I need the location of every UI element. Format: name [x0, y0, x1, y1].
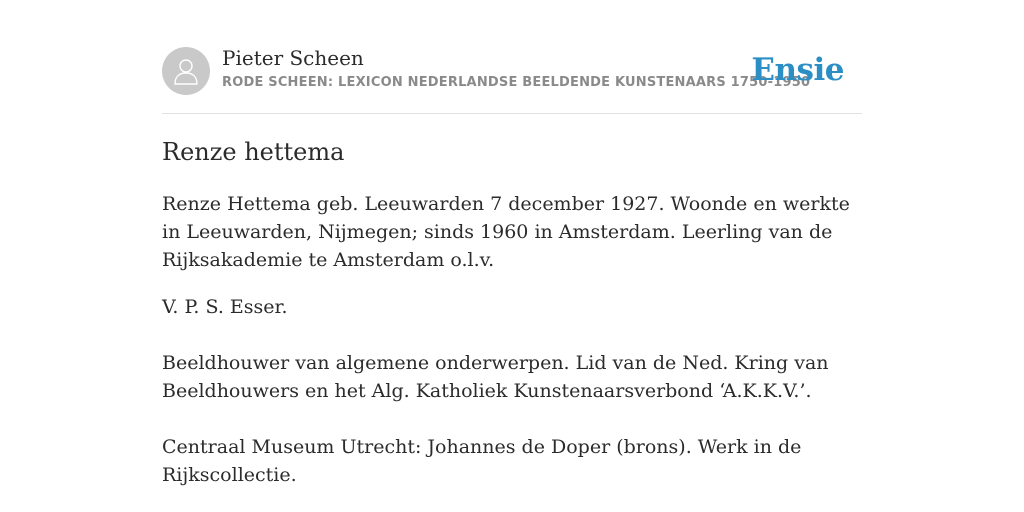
article-body	[162, 190, 862, 489]
source-title[interactable]: RODE SCHEEN: LEXICON NEDERLANDSE BEELDENDE KUNSTENAARS 1750-1950	[222, 75, 811, 90]
author-header	[162, 46, 862, 96]
avatar[interactable]	[162, 47, 210, 95]
paragraph: Centraal Museum Utrecht: Johannes de Doper (brons). Werk in de Rijkscollectie.	[162, 436, 802, 486]
header-divider	[162, 113, 862, 114]
paragraph: V. P. S. Esser.	[162, 296, 288, 318]
author-name[interactable]: Pieter Scheen	[222, 46, 364, 70]
user-icon	[173, 57, 199, 85]
paragraph: Beeldhouwer van algemene onderwerpen. Lid van de Ned. Kring van Beeldhouwers en het Alg. Katholiek Kunstenaarsverbond ‘A.K.K.V.’.	[162, 352, 829, 402]
page-title: Renze hettema	[162, 138, 345, 166]
page	[162, 0, 862, 512]
ensie-logo[interactable]: Ensie	[751, 52, 844, 88]
paragraph: Renze Hettema geb. Leeuwarden 7 december 1927. Woonde en werkte in Leeuwarden, Nijmegen; sinds 1960 in Amsterdam. Leerling van de Rijksakademie te Amsterdam o.l.v.	[162, 193, 850, 271]
